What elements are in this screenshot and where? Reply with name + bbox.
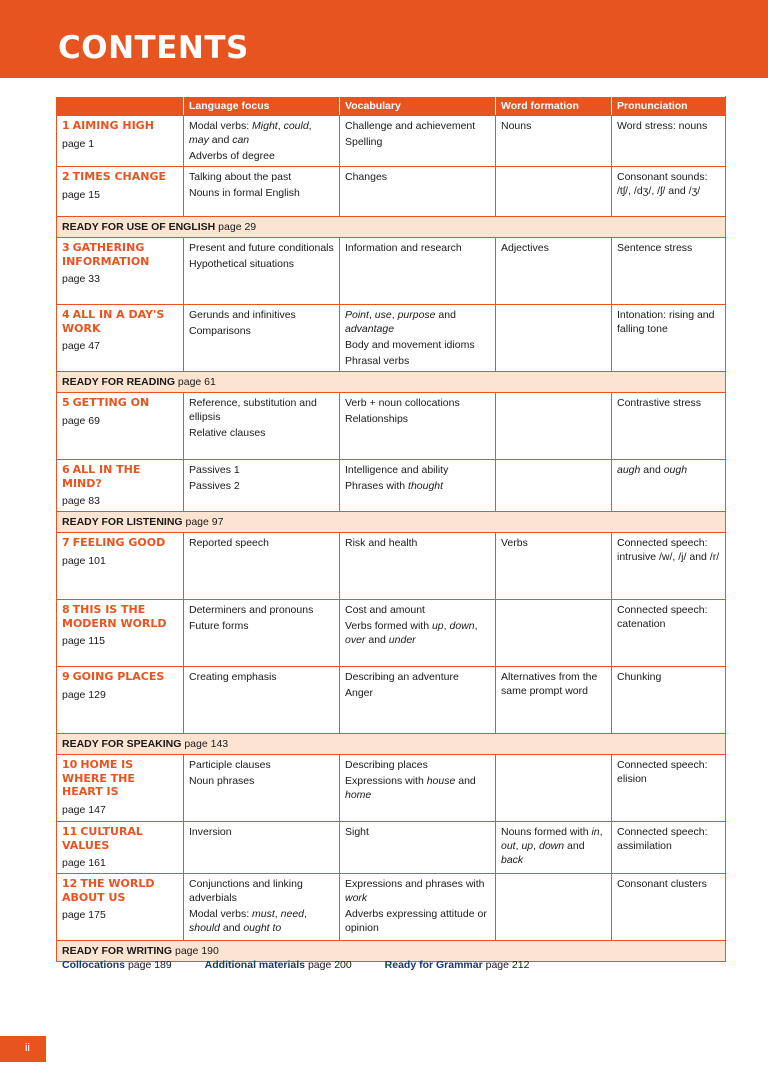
- pronunciation-cell: [612, 393, 726, 460]
- cell-text: Chunking: [617, 671, 662, 683]
- unit-cell: [57, 667, 184, 734]
- page-title: CONTENTS: [58, 30, 249, 66]
- ready-section-page: page 97: [185, 516, 224, 528]
- pronunciation-cell: [612, 460, 726, 512]
- word-formation-cell: [496, 116, 612, 167]
- unit-cell: [57, 533, 184, 600]
- cell-text: Point, use, purpose and advantage: [345, 309, 456, 335]
- cell-text: Connected speech: intrusive /w/, /j/ and /r/: [617, 537, 720, 563]
- unit-cell: [57, 116, 184, 167]
- unit-cell: [57, 874, 184, 941]
- column-header: Word formation: [496, 97, 612, 116]
- cell-text: Creating emphasis: [189, 671, 277, 683]
- word-formation-cell: [496, 533, 612, 600]
- word-formation-cell: [496, 755, 612, 822]
- unit-row[interactable]: [57, 116, 726, 167]
- unit-page: page 47: [62, 340, 100, 352]
- ready-section-row[interactable]: [57, 217, 726, 238]
- cell-text: Connected speech: assimilation: [617, 826, 708, 852]
- vocabulary-cell: [340, 755, 496, 822]
- cell-text: Adverbs expressing attitude or opinion: [345, 908, 487, 934]
- footer-item[interactable]: Ready for Grammar page 212: [384, 959, 530, 971]
- pronunciation-cell: [612, 167, 726, 217]
- word-formation-cell: [496, 305, 612, 372]
- cell-text: Gerunds and infinitives: [189, 309, 296, 321]
- column-header: Vocabulary: [340, 97, 496, 116]
- cell-text: Expressions and phrases with work: [345, 878, 485, 904]
- cell-text: Verb + noun collocations: [345, 397, 460, 409]
- unit-number: 10: [62, 758, 78, 771]
- cell-text: Passives 2: [189, 480, 240, 492]
- language-focus-cell: [184, 460, 340, 512]
- unit-page: page 69: [62, 414, 100, 427]
- contents-table: [56, 96, 726, 962]
- cell-text: Describing an adventure: [345, 671, 459, 683]
- word-formation-cell: [496, 238, 612, 305]
- cell-text: Participle clauses: [189, 759, 271, 771]
- cell-text: Risk and health: [345, 537, 418, 549]
- unit-title: 12 THE WORLD ABOUT US: [62, 877, 155, 904]
- cell-text: Phrasal verbs: [345, 355, 410, 367]
- ready-section-label: READY FOR WRITING: [62, 945, 173, 957]
- cell-text: Reference, substitution and ellipsis: [189, 397, 317, 423]
- vocabulary-cell: [340, 874, 496, 941]
- vocabulary-cell: [340, 822, 496, 874]
- ready-section-cell: [57, 734, 726, 755]
- cell-text: Contrastive stress: [617, 397, 702, 409]
- unit-row[interactable]: [57, 600, 726, 667]
- language-focus-cell: [184, 533, 340, 600]
- unit-row[interactable]: [57, 460, 726, 512]
- language-focus-cell: [184, 167, 340, 217]
- column-header: Pronunciation: [612, 97, 726, 116]
- unit-page: page 33: [62, 273, 100, 285]
- language-focus-cell: [184, 305, 340, 372]
- page-number: ii: [25, 1042, 30, 1054]
- pronunciation-cell: [612, 874, 726, 941]
- unit-page: page 175: [62, 909, 106, 921]
- language-focus-cell: [184, 116, 340, 167]
- unit-row[interactable]: [57, 822, 726, 874]
- pronunciation-cell: [612, 600, 726, 667]
- word-formation-cell: [496, 600, 612, 667]
- contents-table-body: [57, 116, 726, 962]
- cell-text: Present and future conditionals: [189, 242, 334, 254]
- cell-text: Nouns formed with in, out, up, down and back: [501, 826, 603, 866]
- table-header-row: [57, 97, 726, 116]
- cell-text: Noun phrases: [189, 775, 255, 787]
- cell-text: Sentence stress: [617, 242, 693, 254]
- cell-text: Relative clauses: [189, 427, 266, 439]
- cell-text: Word stress: nouns: [617, 120, 708, 132]
- word-formation-cell: [496, 393, 612, 460]
- unit-title: 8 THIS IS THE MODERN WORLD: [62, 603, 167, 630]
- cell-text: Alternatives from the same prompt word: [501, 671, 598, 697]
- language-focus-cell: [184, 600, 340, 667]
- unit-page: page 147: [62, 803, 106, 816]
- ready-section-page: page 29: [218, 221, 257, 233]
- unit-cell: [57, 393, 184, 460]
- language-focus-cell: [184, 874, 340, 941]
- unit-number: 8: [62, 603, 70, 616]
- unit-row[interactable]: [57, 305, 726, 372]
- unit-title: 6 ALL IN THE MIND?: [62, 463, 141, 490]
- unit-number: 6: [62, 463, 70, 476]
- unit-row[interactable]: [57, 667, 726, 734]
- cell-text: Spelling: [345, 136, 383, 148]
- language-focus-cell: [184, 755, 340, 822]
- cell-text: Body and movement idioms: [345, 339, 475, 351]
- cell-text: Consonant sounds: /tʃ/, /dʒ/, /ʃ/ and /ʒ/: [617, 171, 708, 197]
- unit-row[interactable]: [57, 238, 726, 305]
- word-formation-cell: [496, 167, 612, 217]
- unit-title: 11 CULTURAL VALUES: [62, 825, 143, 852]
- vocabulary-cell: [340, 460, 496, 512]
- unit-cell: [57, 238, 184, 305]
- cell-text: Adjectives: [501, 242, 549, 254]
- pronunciation-cell: [612, 238, 726, 305]
- ready-section-row[interactable]: [57, 372, 726, 393]
- footer-references: [62, 959, 722, 971]
- unit-number: 9: [62, 670, 70, 683]
- cell-text: Comparisons: [189, 325, 251, 337]
- header-banner: [0, 0, 768, 78]
- unit-page: page 129: [62, 688, 106, 701]
- unit-page: page 101: [62, 554, 106, 567]
- unit-cell: [57, 822, 184, 874]
- pronunciation-cell: [612, 305, 726, 372]
- column-header: [57, 97, 184, 116]
- cell-text: Talking about the past: [189, 171, 292, 183]
- vocabulary-cell: [340, 667, 496, 734]
- ready-section-label: READY FOR SPEAKING: [62, 738, 182, 750]
- language-focus-cell: [184, 667, 340, 734]
- language-focus-cell: [184, 393, 340, 460]
- ready-section-row[interactable]: [57, 734, 726, 755]
- word-formation-cell: [496, 822, 612, 874]
- cell-text: Describing places: [345, 759, 428, 771]
- vocabulary-cell: [340, 533, 496, 600]
- vocabulary-cell: [340, 116, 496, 167]
- ready-section-label: READY FOR LISTENING: [62, 516, 183, 528]
- ready-section-cell: [57, 217, 726, 238]
- cell-text: Modal verbs: must, need, should and ought to: [189, 908, 307, 934]
- cell-text: Anger: [345, 687, 374, 699]
- cell-text: Changes: [345, 171, 388, 183]
- cell-text: Hypothetical situations: [189, 258, 295, 270]
- unit-number: 1: [62, 119, 70, 132]
- unit-cell: [57, 305, 184, 372]
- page-number-box: [0, 1036, 46, 1062]
- cell-text: Verbs: [501, 537, 528, 549]
- cell-text: Future forms: [189, 620, 249, 632]
- unit-title: 1 AIMING HIGH: [62, 119, 154, 132]
- ready-section-row[interactable]: [57, 512, 726, 533]
- unit-page: page 1: [62, 137, 95, 150]
- pronunciation-cell: [612, 116, 726, 167]
- unit-number: 3: [62, 241, 70, 254]
- language-focus-cell: [184, 238, 340, 305]
- cell-text: Cost and amount: [345, 604, 425, 616]
- cell-text: Phrases with thought: [345, 480, 444, 492]
- unit-row[interactable]: [57, 533, 726, 600]
- vocabulary-cell: [340, 167, 496, 217]
- unit-page: page 83: [62, 495, 100, 507]
- cell-text: Passives 1: [189, 464, 240, 476]
- unit-page: page 15: [62, 188, 100, 201]
- unit-cell: [57, 460, 184, 512]
- ready-section-page: page 190: [174, 945, 219, 957]
- cell-text: Connected speech: elision: [617, 759, 708, 785]
- unit-cell: [57, 600, 184, 667]
- unit-page: page 115: [62, 635, 106, 647]
- word-formation-cell: [496, 874, 612, 941]
- cell-text: Connected speech: catenation: [617, 604, 708, 630]
- unit-title: 3 GATHERING INFORMATION: [62, 241, 150, 268]
- unit-cell: [57, 755, 184, 822]
- cell-text: Modal verbs: Might, could, may and can: [189, 120, 312, 146]
- unit-row[interactable]: [57, 755, 726, 822]
- unit-cell: [57, 167, 184, 217]
- ready-section-label: READY FOR USE OF ENGLISH: [62, 221, 216, 233]
- pronunciation-cell: [612, 667, 726, 734]
- pronunciation-cell: [612, 755, 726, 822]
- pronunciation-cell: [612, 822, 726, 874]
- unit-number: 4: [62, 308, 70, 321]
- cell-text: Intelligence and ability: [345, 464, 449, 476]
- pronunciation-cell: [612, 533, 726, 600]
- ready-section-label: READY FOR READING: [62, 376, 175, 388]
- unit-title: 5 GETTING ON: [62, 396, 150, 409]
- language-focus-cell: [184, 822, 340, 874]
- unit-title: 2 TIMES CHANGE: [62, 170, 167, 183]
- unit-number: 12: [62, 877, 78, 890]
- word-formation-cell: [496, 667, 612, 734]
- vocabulary-cell: [340, 600, 496, 667]
- unit-title: 7 FEELING GOOD: [62, 536, 166, 549]
- cell-text: Inversion: [189, 826, 232, 838]
- ready-section-cell: [57, 512, 726, 533]
- unit-page: page 161: [62, 857, 106, 869]
- footer-item[interactable]: Collocations page 189: [62, 959, 172, 971]
- vocabulary-cell: [340, 305, 496, 372]
- unit-title: 10 HOME IS WHERE THE HEART IS: [62, 758, 135, 798]
- ready-section-cell: [57, 372, 726, 393]
- unit-title: 9 GOING PLACES: [62, 670, 165, 683]
- unit-number: 11: [62, 825, 78, 838]
- vocabulary-cell: [340, 393, 496, 460]
- cell-text: Adverbs of degree: [189, 150, 275, 162]
- unit-row[interactable]: [57, 393, 726, 460]
- cell-text: Conjunctions and linking adverbials: [189, 878, 303, 904]
- footer-item[interactable]: Additional materials page 200: [204, 959, 352, 971]
- cell-text: Verbs formed with up, down, over and under: [345, 620, 478, 646]
- ready-section-page: page 143: [184, 738, 229, 750]
- cell-text: Intonation: rising and falling tone: [617, 309, 715, 335]
- cell-text: Nouns: [501, 120, 532, 132]
- cell-text: augh and ough: [617, 464, 688, 476]
- cell-text: Expressions with house and home: [345, 775, 476, 801]
- cell-text: Reported speech: [189, 537, 269, 549]
- cell-text: Nouns in formal English: [189, 187, 300, 199]
- unit-number: 7: [62, 536, 70, 549]
- cell-text: Sight: [345, 826, 369, 838]
- unit-number: 5: [62, 396, 70, 409]
- unit-row[interactable]: [57, 874, 726, 941]
- ready-section-page: page 61: [177, 376, 216, 388]
- column-header: Language focus: [184, 97, 340, 116]
- cell-text: Relationships: [345, 413, 409, 425]
- cell-text: Determiners and pronouns: [189, 604, 314, 616]
- unit-row[interactable]: [57, 167, 726, 217]
- word-formation-cell: [496, 460, 612, 512]
- vocabulary-cell: [340, 238, 496, 305]
- cell-text: Information and research: [345, 242, 462, 254]
- cell-text: Challenge and achievement: [345, 120, 476, 132]
- cell-text: Consonant clusters: [617, 878, 707, 890]
- unit-title: 4 ALL IN A DAY'S WORK: [62, 308, 165, 335]
- unit-number: 2: [62, 170, 70, 183]
